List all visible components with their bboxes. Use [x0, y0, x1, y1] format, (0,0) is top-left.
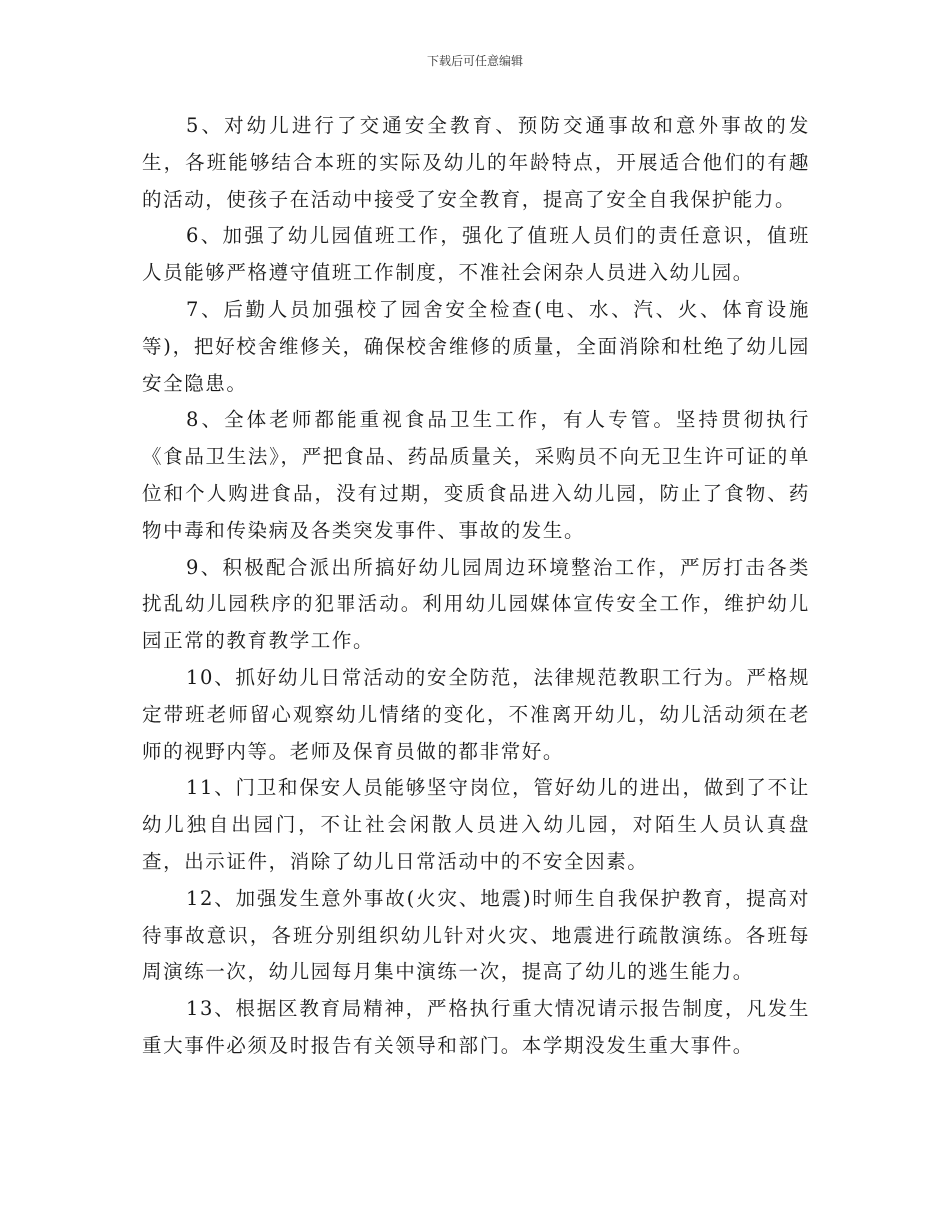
paragraph-8: 8、全体老师都能重视食品卫生工作，有人专管。坚持贯彻执行《食品卫生法》，严把食品、药品质量关，采购员不向无卫生许可证的单位和个人购进食品，没有过期，变质食品进入幼儿园，防止了食物、药物中毒和传染病及各类突发事件、事故的发生。 [142, 408, 810, 542]
paragraph-10: 10、抓好幼儿日常活动的安全防范，法律规范教职工行为。严格规定带班老师留心观察幼儿情绪的变化，不准离开幼儿，幼儿活动须在老师的视野内等。老师及保育员做的都非常好。 [142, 665, 810, 763]
paragraph-9: 9、积极配合派出所搞好幼儿园周边环境整治工作，严厉打击各类扰乱幼儿园秩序的犯罪活动。利用幼儿园媒体宣传安全工作，维护幼儿园正常的教育教学工作。 [142, 555, 810, 653]
paragraph-13: 13、根据区教育局精神，严格执行重大情况请示报告制度，凡发生重大事件必须及时报告有关领导和部门。本学期没发生重大事件。 [142, 997, 810, 1057]
paragraph-7: 7、后勤人员加强校了园舍安全检查(电、水、汽、火、体育设施等)，把好校舍维修关，确保校舍维修的质量，全面消除和杜绝了幼儿园安全隐患。 [142, 297, 810, 395]
paragraph-12: 12、加强发生意外事故(火灾、地震)时师生自我保护教育，提高对待事故意识，各班分别组织幼儿针对火灾、地震进行疏散演练。各班每周演练一次，幼儿园每月集中演练一次，提高了幼儿的逃生能力。 [142, 886, 810, 984]
paragraph-6: 6、加强了幼儿园值班工作，强化了值班人员们的责任意识，值班人员能够严格遵守值班工作制度，不准社会闲杂人员进入幼儿园。 [142, 224, 810, 285]
document-body [142, 108, 810, 1065]
paragraph-11: 11、门卫和保安人员能够坚守岗位，管好幼儿的进出，做到了不让幼儿独自出园门，不让社会闲散人员进入幼儿园，对陌生人员认真盘查，出示证件，消除了幼儿日常活动中的不安全因素。 [142, 776, 810, 873]
header-note: 下载后可任意编辑 [426, 54, 523, 68]
paragraph-5: 5、对幼儿进行了交通安全教育、预防交通事故和意外事故的发生，各班能够结合本班的实际及幼儿的年龄特点，开展适合他们的有趣的活动，使孩子在活动中接受了安全教育，提高了安全自我保护能力。 [142, 114, 810, 211]
